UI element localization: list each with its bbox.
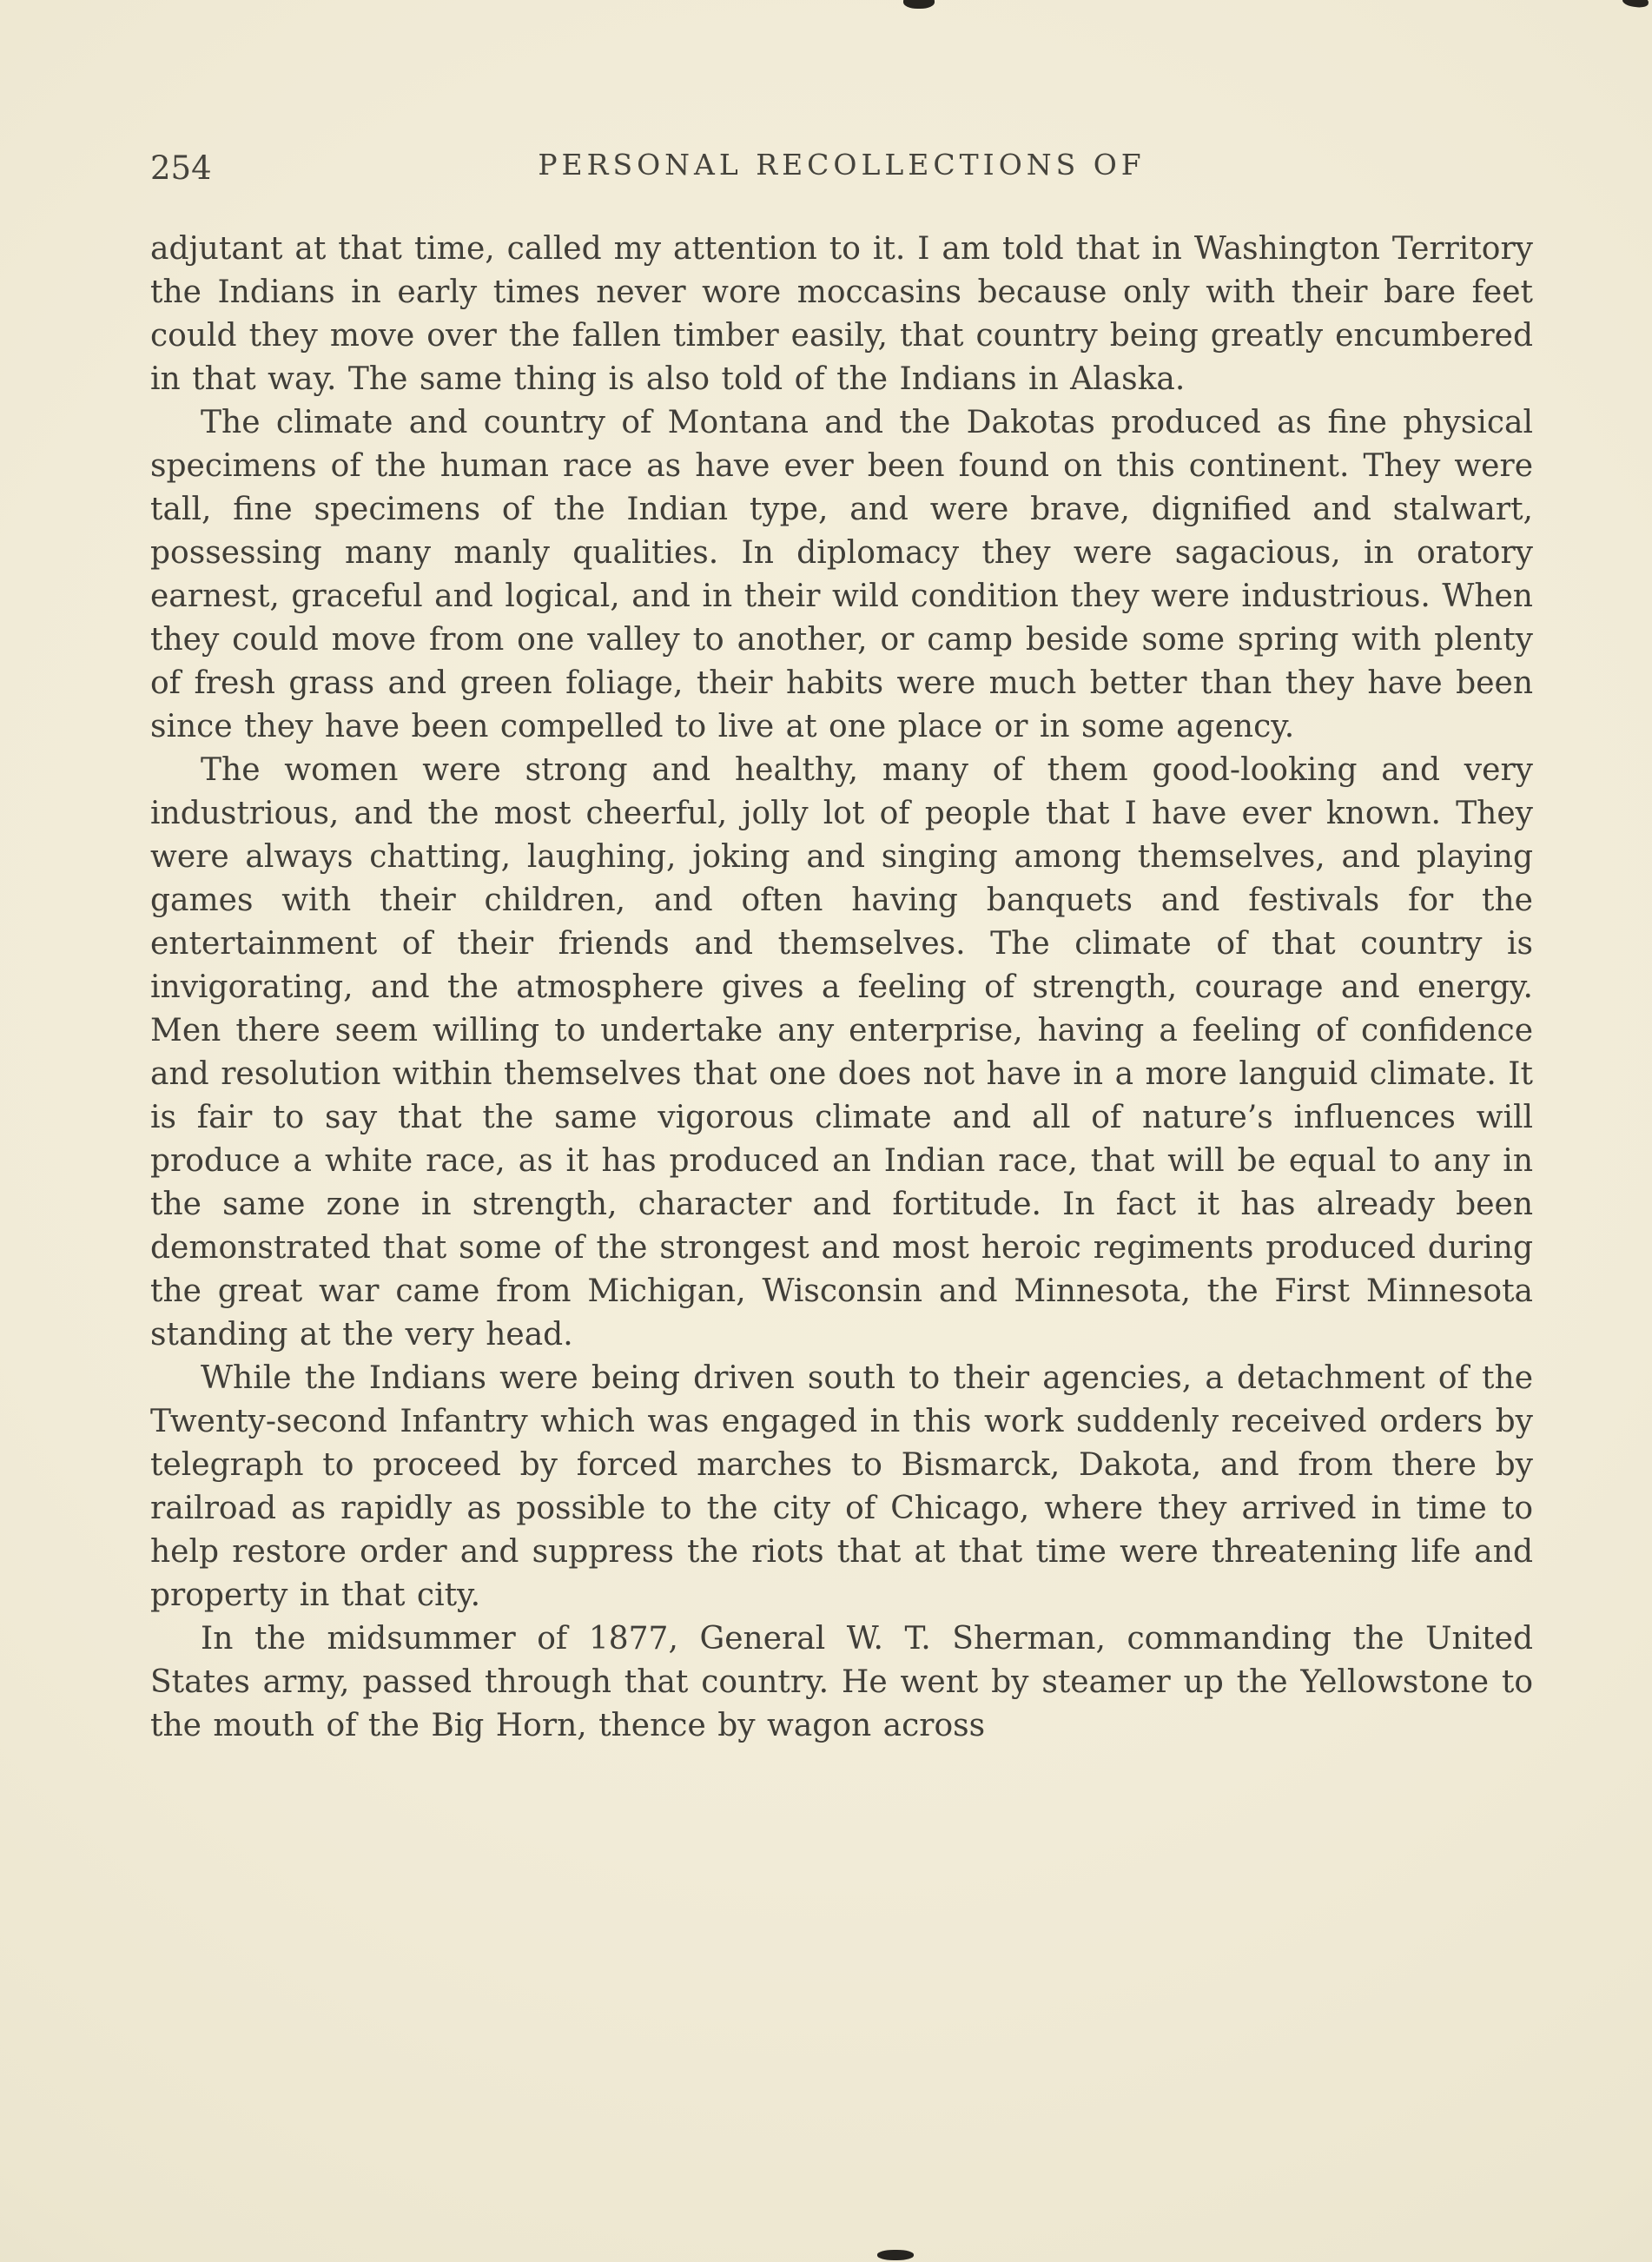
- scan-artifact: [877, 2250, 914, 2260]
- paragraph-5: In the midsummer of 1877, General W. T. Sherman, commanding the United States army, passed through that country. He went by steamer up the Yellowstone to the mouth of the Big Horn, thence by wagon across: [150, 1621, 1533, 1743]
- paragraph-3: The women were strong and healthy, many of them good-looking and very industrious, and the most cheerful, jolly lot of people that I have ever known. They were always chatting, laughing, joking and singing among themselves, and playing games with their children, and often having banquets and festivals for the entertainment of their friends and themselves. The climate of that country is invigorating, and the atmosphere gives a feeling of strength, courage and energy. Men there seem willing to undertake any enterprise, having a feeling of confidence and resolution within themselves that one does not have in a more languid climate. It is fair to say that the same vigorous climate and all of nature’s influences will produce a white race, as it has produced an Indian race, that will be equal to any in the same zone in strength, character and fortitude. In fact it has already been demonstrated that some of the strongest and most heroic regiments produced during the great war came from Michigan, Wisconsin and Minnesota, the First Minnesota standing at the very head.: [150, 752, 1533, 1353]
- scan-artifact: [1622, 0, 1649, 9]
- paragraph-1: adjutant at that time, called my attention to it. I am told that in Washington Territory the Indians in early times never wore moccasins because only with their bare feet could they move over the fallen timber easily, that country being greatly encumbered in that way. The same thing is also told of the Indians in Alaska.: [150, 231, 1533, 397]
- paragraph-2: The climate and country of Montana and the Dakotas produced as fine physical specimens of the human race as have ever been found on this continent. They were tall, fine specimens of the Indian type, and were brave, dignified and stalwart, possessing many manly qualities. In diplomacy they were sagacious, in oratory earnest, graceful and logical, and in their wild condition they were industrious. When they could move from one valley to another, or camp beside some spring with plenty of fresh grass and green foliage, their habits were much better than they have been since they have been compelled to live at one place or in some agency.: [150, 405, 1533, 744]
- page-body: [150, 228, 1533, 1748]
- page-header: [150, 148, 1533, 191]
- running-header: PERSONAL RECOLLECTIONS OF: [538, 148, 1146, 182]
- page-number: 254: [150, 149, 212, 187]
- scan-artifact: [903, 0, 935, 9]
- paragraph-4: While the Indians were being driven south to their agencies, a detachment of the Twenty-second Infantry which was engaged in this work suddenly received orders by telegraph to proceed by forced marches to Bismarck, Dakota, and from there by railroad as rapidly as possible to the city of Chicago, where they arrived in time to help restore order and suppress the riots that at that time were threatening life and property in that city.: [150, 1360, 1533, 1613]
